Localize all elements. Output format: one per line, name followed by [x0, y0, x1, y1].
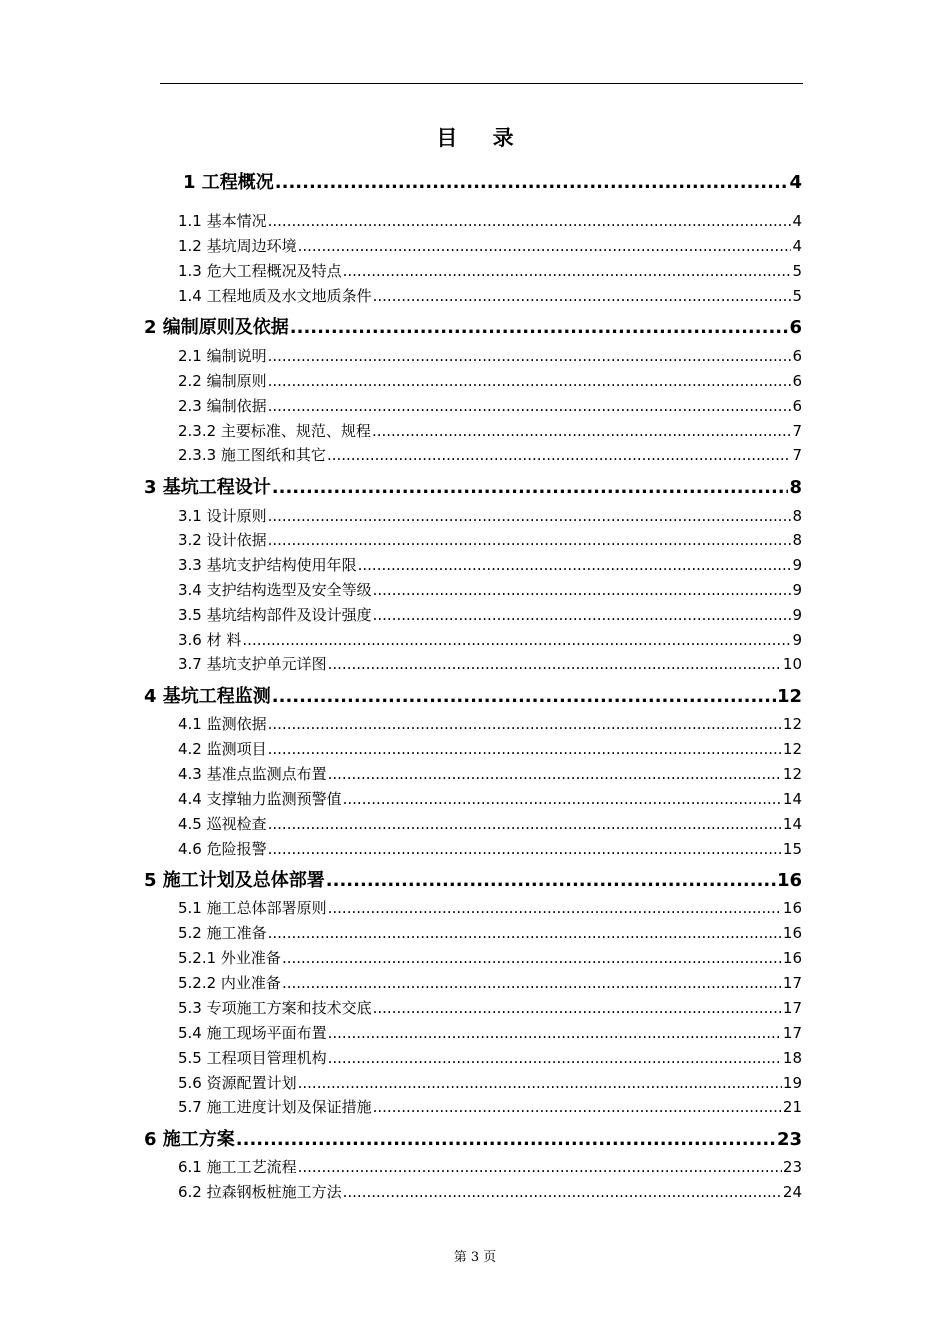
- dot-leader: [328, 765, 782, 783]
- toc-entry-label: 1.3 危大工程概况及特点: [178, 262, 342, 280]
- toc-entry-label: 2 编制原则及依据: [144, 317, 289, 338]
- toc-entry-page: 16: [776, 870, 802, 891]
- toc-subentry[interactable]: [178, 235, 802, 257]
- toc-heading-entry[interactable]: [144, 866, 802, 892]
- toc-subentry[interactable]: [178, 1156, 802, 1178]
- dot-leader: [373, 581, 792, 599]
- toc-subentry[interactable]: [178, 1047, 802, 1069]
- dot-leader: [268, 715, 782, 733]
- dot-leader: [298, 1158, 782, 1176]
- dot-leader: [328, 1049, 782, 1067]
- toc-entry-label: 5.4 施工现场平面布置: [178, 1024, 327, 1042]
- toc-entry-label: 5 施工计划及总体部署: [144, 870, 325, 891]
- toc-entry-page: 5: [792, 262, 802, 280]
- toc-entry-label: 2.1 编制说明: [178, 347, 267, 365]
- toc-entry-label: 5.3 专项施工方案和技术交底: [178, 999, 372, 1017]
- toc-heading-entry[interactable]: [144, 1125, 802, 1151]
- toc-entry-label: 2.3.3 施工图纸和其它: [178, 446, 326, 464]
- toc-entry-page: 4: [789, 172, 802, 193]
- toc-subentry[interactable]: [178, 653, 802, 675]
- toc-entry-page: 8: [792, 507, 802, 525]
- toc-entry-page: 17: [782, 1024, 802, 1042]
- toc-entry-page: 12: [782, 715, 802, 733]
- dot-leader: [268, 740, 782, 758]
- toc-title: 目 录: [436, 125, 528, 150]
- toc-heading-entry[interactable]: [183, 168, 802, 194]
- toc-entry-page: 8: [789, 477, 802, 498]
- toc-entry-label: 3.1 设计原则: [178, 507, 267, 525]
- toc-subentry[interactable]: [178, 838, 802, 860]
- dot-leader: [290, 317, 789, 338]
- toc-entry-label: 1 工程概况: [183, 172, 274, 193]
- toc-entry-label: 5.7 施工进度计划及保证措施: [178, 1098, 372, 1116]
- dot-leader: [373, 287, 792, 305]
- toc-entry-page: 14: [782, 790, 802, 808]
- toc-entry-label: 5.2 施工准备: [178, 924, 267, 942]
- toc-entry-page: 16: [782, 924, 802, 942]
- toc-entry-page: 9: [792, 631, 802, 649]
- toc-heading-entry[interactable]: [144, 682, 802, 708]
- toc-subentry[interactable]: [178, 972, 802, 994]
- dot-leader: [373, 999, 782, 1017]
- dot-leader: [268, 840, 782, 858]
- toc-subentry[interactable]: [178, 345, 802, 367]
- toc-subentry[interactable]: [178, 260, 802, 282]
- toc-entry-page: 7: [792, 422, 802, 440]
- toc-subentry[interactable]: [178, 788, 802, 810]
- dot-leader: [268, 372, 792, 390]
- toc-entry-label: 4.4 支撑轴力监测预警值: [178, 790, 342, 808]
- toc-subentry[interactable]: [178, 420, 802, 442]
- toc-entry-label: 2.3.2 主要标准、规范、规程: [178, 422, 371, 440]
- dot-leader: [373, 1098, 782, 1116]
- toc-entry-page: 16: [782, 949, 802, 967]
- toc-subentry[interactable]: [178, 1072, 802, 1094]
- toc-entry-label: 2.3 编制依据: [178, 397, 267, 415]
- dot-leader: [343, 1183, 782, 1201]
- toc-heading-entry[interactable]: [144, 473, 802, 499]
- toc-subentry[interactable]: [178, 1096, 802, 1118]
- toc-subentry[interactable]: [178, 370, 802, 392]
- toc-entry-page: 6: [792, 397, 802, 415]
- toc-entry-page: 12: [782, 765, 802, 783]
- toc-subentry[interactable]: [178, 763, 802, 785]
- dot-leader: [328, 899, 782, 917]
- toc-entry-page: 6: [792, 347, 802, 365]
- toc-entry-page: 12: [776, 686, 802, 707]
- toc-subentry[interactable]: [178, 813, 802, 835]
- toc-entry-page: 23: [776, 1129, 802, 1150]
- dot-leader: [268, 397, 792, 415]
- toc-entry-page: 15: [782, 840, 802, 858]
- dot-leader: [268, 347, 792, 365]
- toc-entry-label: 3.5 基坑结构部件及设计强度: [178, 606, 372, 624]
- dot-leader: [242, 631, 791, 649]
- toc-entry-page: 17: [782, 999, 802, 1017]
- toc-subentry[interactable]: [178, 444, 802, 466]
- toc-subentry[interactable]: [178, 897, 802, 919]
- dot-leader: [343, 262, 792, 280]
- toc-entry-page: 19: [782, 1074, 802, 1092]
- toc-entry-page: 9: [792, 606, 802, 624]
- toc-entry-label: 2.2 编制原则: [178, 372, 267, 390]
- toc-subentry[interactable]: [178, 554, 802, 576]
- toc-entry-label: 4.6 危险报警: [178, 840, 267, 858]
- dot-leader: [343, 790, 782, 808]
- toc-subentry[interactable]: [178, 1022, 802, 1044]
- toc-subentry[interactable]: [178, 210, 802, 232]
- toc-entry-page: 4: [792, 212, 802, 230]
- toc-entry-page: 10: [782, 655, 802, 673]
- dot-leader: [282, 949, 782, 967]
- toc-entry-label: 5.5 工程项目管理机构: [178, 1049, 327, 1067]
- toc-entry-label: 1.1 基本情况: [178, 212, 267, 230]
- dot-leader: [326, 870, 776, 891]
- toc-entry-label: 3.7 基坑支护单元详图: [178, 655, 327, 673]
- dot-leader: [328, 655, 782, 673]
- page-footer: 第 3 页: [453, 1250, 497, 1265]
- toc-entry-label: 4.5 巡视检查: [178, 815, 267, 833]
- toc-subentry[interactable]: [178, 604, 802, 626]
- dot-leader: [272, 686, 776, 707]
- dot-leader: [358, 556, 792, 574]
- toc-entry-page: 4: [792, 237, 802, 255]
- toc-entry-page: 18: [782, 1049, 802, 1067]
- dot-leader: [268, 507, 792, 525]
- toc-entry-label: 6.2 拉森钢板桩施工方法: [178, 1183, 342, 1201]
- toc-entry-label: 4.1 监测依据: [178, 715, 267, 733]
- toc-entry-label: 4.3 基准点监测点布置: [178, 765, 327, 783]
- toc-entry-page: 6: [792, 372, 802, 390]
- toc-entry-page: 24: [782, 1183, 802, 1201]
- dot-leader: [373, 606, 792, 624]
- toc-subentry[interactable]: [178, 285, 802, 307]
- dot-leader: [272, 477, 789, 498]
- toc-entry-page: 16: [782, 899, 802, 917]
- dot-leader: [268, 531, 792, 549]
- toc-entry-page: 17: [782, 974, 802, 992]
- toc-entry-label: 5.1 施工总体部署原则: [178, 899, 327, 917]
- dot-leader: [268, 924, 782, 942]
- toc-subentry[interactable]: [178, 713, 802, 735]
- toc-entry-page: 14: [782, 815, 802, 833]
- toc-entry-page: 9: [792, 556, 802, 574]
- toc-entry-label: 3.4 支护结构选型及安全等级: [178, 581, 372, 599]
- toc-entry-label: 6.1 施工工艺流程: [178, 1158, 297, 1176]
- dot-leader: [327, 446, 792, 464]
- toc-subentry[interactable]: [178, 997, 802, 1019]
- toc-subentry[interactable]: [178, 1181, 802, 1203]
- toc-subentry[interactable]: [178, 579, 802, 601]
- toc-entry-page: 8: [792, 531, 802, 549]
- toc-entry-page: 7: [792, 446, 802, 464]
- toc-entry-page: 23: [782, 1158, 802, 1176]
- toc-entry-label: 4 基坑工程监测: [144, 686, 271, 707]
- dot-leader: [236, 1129, 776, 1150]
- toc-subentry[interactable]: [178, 505, 802, 527]
- toc-entry-page: 6: [789, 317, 802, 338]
- toc-entry-page: 5: [792, 287, 802, 305]
- toc-entry-label: 1.2 基坑周边环境: [178, 237, 297, 255]
- toc-entry-page: 12: [782, 740, 802, 758]
- toc-entry-label: 3.2 设计依据: [178, 531, 267, 549]
- toc-entry-label: 6 施工方案: [144, 1129, 235, 1150]
- toc-entry-label: 3 基坑工程设计: [144, 477, 271, 498]
- dot-leader: [298, 1074, 782, 1092]
- toc-heading-entry[interactable]: [144, 313, 802, 339]
- toc-entry-label: 4.2 监测项目: [178, 740, 267, 758]
- dot-leader: [372, 422, 792, 440]
- toc-entry-label: 5.2.1 外业准备: [178, 949, 281, 967]
- dot-leader: [282, 974, 782, 992]
- dot-leader: [275, 172, 789, 193]
- dot-leader: [268, 212, 792, 230]
- toc-subentry[interactable]: [178, 629, 802, 651]
- toc-subentry[interactable]: [178, 738, 802, 760]
- dot-leader: [298, 237, 792, 255]
- toc-entry-label: 5.6 资源配置计划: [178, 1074, 297, 1092]
- toc-entry-page: 9: [792, 581, 802, 599]
- toc-subentry[interactable]: [178, 947, 802, 969]
- toc-subentry[interactable]: [178, 922, 802, 944]
- dot-leader: [328, 1024, 782, 1042]
- toc-entry-label: 1.4 工程地质及水文地质条件: [178, 287, 372, 305]
- toc-entry-label: 3.6 材 料: [178, 631, 242, 649]
- toc-subentry[interactable]: [178, 395, 802, 417]
- dot-leader: [268, 815, 782, 833]
- toc-entry-label: 3.3 基坑支护结构使用年限: [178, 556, 357, 574]
- toc-entry-label: 5.2.2 内业准备: [178, 974, 281, 992]
- toc-subentry[interactable]: [178, 529, 802, 551]
- toc-entry-page: 21: [782, 1098, 802, 1116]
